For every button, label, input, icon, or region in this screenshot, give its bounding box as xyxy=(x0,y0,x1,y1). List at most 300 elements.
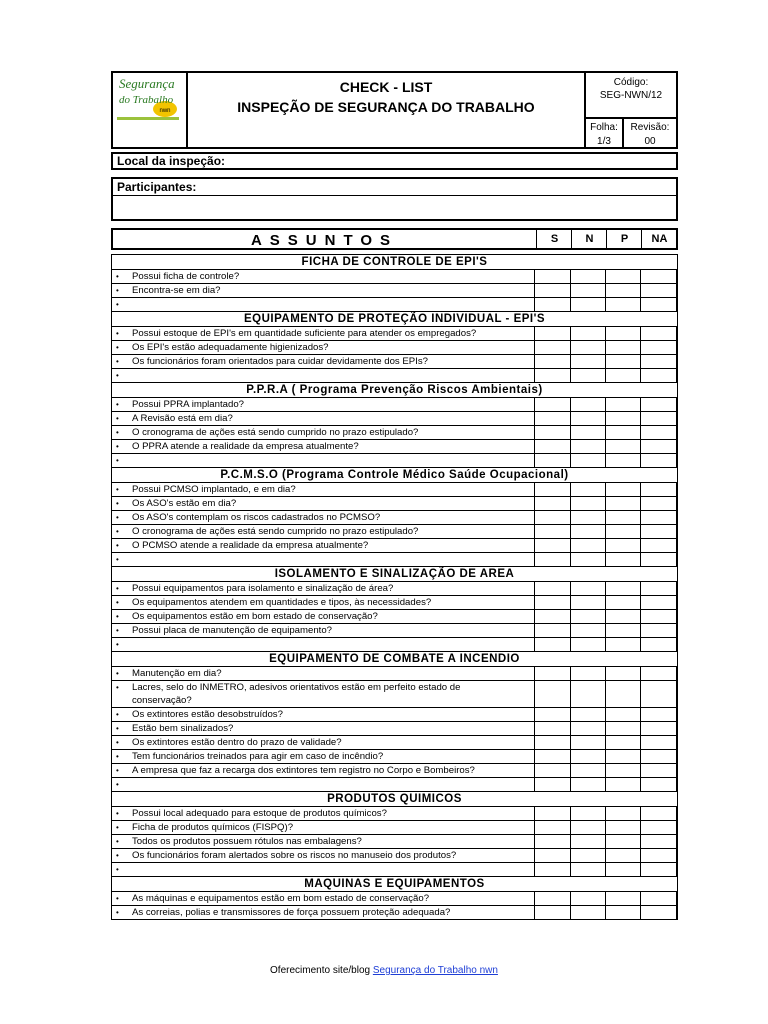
checklist-item-label: Lacres, selo do INMETRO, adesivos orientativos estão em perfeito estado de conservação? xyxy=(132,682,461,706)
bullet-icon: • xyxy=(116,329,119,338)
bullet-icon: • xyxy=(116,766,119,775)
check-cell-p[interactable] xyxy=(605,426,606,439)
checklist-row xyxy=(112,270,677,284)
check-cell-n[interactable] xyxy=(570,539,571,552)
check-cell-na[interactable] xyxy=(640,638,641,651)
bullet-icon: • xyxy=(116,738,119,747)
check-cell-p[interactable] xyxy=(605,341,606,354)
check-cell-p[interactable] xyxy=(605,667,606,680)
checklist-item-label: Estão bem sinalizados? xyxy=(132,723,234,734)
check-cell-n[interactable] xyxy=(570,327,571,340)
check-cell-s[interactable] xyxy=(534,681,535,707)
check-cell-n[interactable] xyxy=(570,750,571,763)
checklist-row xyxy=(112,483,677,497)
check-cell-s[interactable] xyxy=(534,369,535,382)
checklist-item-label: Possui PCMSO implantado, e em dia? xyxy=(132,484,296,495)
check-cell-na[interactable] xyxy=(640,778,641,791)
checklist-item-label: Todos os produtos possuem rótulos nas embalagens? xyxy=(132,836,362,847)
checklist-row xyxy=(112,553,677,567)
check-cell-p[interactable] xyxy=(605,270,606,283)
bullet-icon: • xyxy=(116,357,119,366)
check-cell-p[interactable] xyxy=(605,736,606,749)
row-border xyxy=(676,596,677,609)
check-cell-p[interactable] xyxy=(605,750,606,763)
checklist-item-label: Os funcionários foram alertados sobre os riscos no manuseio dos produtos? xyxy=(132,850,457,861)
row-border xyxy=(676,764,677,777)
check-cell-n[interactable] xyxy=(570,863,571,876)
check-cell-n[interactable] xyxy=(570,708,571,721)
bullet-icon: • xyxy=(116,428,119,437)
checklist-row xyxy=(112,906,677,920)
check-cell-s[interactable] xyxy=(534,863,535,876)
bullet-icon: • xyxy=(116,442,119,451)
checklist-item-label: Ficha de produtos químicos (FISPQ)? xyxy=(132,822,294,833)
checklist-row xyxy=(112,511,677,525)
checklist-row xyxy=(112,454,677,468)
check-cell-n[interactable] xyxy=(570,835,571,848)
bullet-icon: • xyxy=(116,555,119,564)
check-cell-s[interactable] xyxy=(534,284,535,297)
check-cell-p[interactable] xyxy=(605,497,606,510)
row-border xyxy=(676,750,677,763)
check-cell-na[interactable] xyxy=(640,497,641,510)
check-cell-s[interactable] xyxy=(534,807,535,820)
check-cell-s[interactable] xyxy=(534,454,535,467)
check-cell-p[interactable] xyxy=(605,483,606,496)
check-cell-n[interactable] xyxy=(570,270,571,283)
check-cell-s[interactable] xyxy=(534,341,535,354)
revisao-label: Revisão: xyxy=(630,122,670,133)
check-cell-p[interactable] xyxy=(605,355,606,368)
check-cell-s[interactable] xyxy=(534,736,535,749)
check-cell-s[interactable] xyxy=(534,553,535,566)
check-cell-na[interactable] xyxy=(640,355,641,368)
check-cell-n[interactable] xyxy=(570,553,571,566)
check-cell-n[interactable] xyxy=(570,610,571,623)
checklist-row xyxy=(112,750,677,764)
title-inspecao: INSPEÇÃO DE SEGURANÇA DO TRABALHO xyxy=(237,99,535,115)
row-border xyxy=(676,582,677,595)
check-cell-n[interactable] xyxy=(570,355,571,368)
footer-link[interactable]: Segurança do Trabalho nwn xyxy=(372,965,498,976)
check-cell-na[interactable] xyxy=(640,341,641,354)
check-cell-s[interactable] xyxy=(534,596,535,609)
checklist-item-label: Os funcionários foram orientados para cuidar devidamente dos EPIs? xyxy=(132,356,428,367)
bullet-icon: • xyxy=(116,371,119,380)
check-cell-n[interactable] xyxy=(570,454,571,467)
checklist-item-label: A Revisão está em dia? xyxy=(132,413,233,424)
bullet-icon: • xyxy=(116,400,119,409)
bullet-icon: • xyxy=(116,894,119,903)
check-cell-na[interactable] xyxy=(640,454,641,467)
check-cell-na[interactable] xyxy=(640,440,641,453)
checklist-row xyxy=(112,298,677,312)
bullet-icon: • xyxy=(116,485,119,494)
row-border xyxy=(676,835,677,848)
check-cell-n[interactable] xyxy=(570,298,571,311)
checklist-item-label: O cronograma de ações está sendo cumprido no prazo estipulado? xyxy=(132,526,419,537)
row-border xyxy=(676,736,677,749)
check-cell-na[interactable] xyxy=(640,398,641,411)
row-border xyxy=(676,298,677,311)
check-cell-na[interactable] xyxy=(640,327,641,340)
row-border xyxy=(676,539,677,552)
check-cell-n[interactable] xyxy=(570,624,571,637)
row-border xyxy=(676,355,677,368)
row-border xyxy=(676,681,677,707)
bullet-icon: • xyxy=(116,300,119,309)
check-cell-s[interactable] xyxy=(534,440,535,453)
folha-cell xyxy=(586,119,624,149)
check-cell-s[interactable] xyxy=(534,906,535,919)
bullet-icon: • xyxy=(116,513,119,522)
row-border xyxy=(676,807,677,820)
participantes-label: Participantes: xyxy=(117,180,197,194)
checklist-row xyxy=(112,440,677,454)
row-border xyxy=(676,426,677,439)
checklist-row xyxy=(112,835,677,849)
revisao-cell xyxy=(624,119,676,149)
bullet-icon: • xyxy=(116,499,119,508)
row-border xyxy=(676,906,677,919)
check-cell-n[interactable] xyxy=(570,525,571,538)
check-cell-n[interactable] xyxy=(570,906,571,919)
row-border xyxy=(676,778,677,791)
section-title: MAQUINAS E EQUIPAMENTOS xyxy=(112,877,677,892)
checklist-row xyxy=(112,638,677,652)
check-cell-p[interactable] xyxy=(605,298,606,311)
section-title: ISOLAMENTO E SINALIZAÇÃO DE AREA xyxy=(112,567,677,582)
participantes-field[interactable] xyxy=(111,177,678,221)
check-cell-p[interactable] xyxy=(605,511,606,524)
check-cell-s[interactable] xyxy=(534,497,535,510)
checklist-row xyxy=(112,807,677,821)
check-cell-n[interactable] xyxy=(570,736,571,749)
check-cell-p[interactable] xyxy=(605,553,606,566)
row-border xyxy=(676,892,677,905)
check-cell-s[interactable] xyxy=(534,426,535,439)
check-cell-n[interactable] xyxy=(570,849,571,862)
check-cell-na[interactable] xyxy=(640,298,641,311)
check-cell-p[interactable] xyxy=(605,284,606,297)
bullet-icon: • xyxy=(116,598,119,607)
checklist-row xyxy=(112,764,677,778)
checklist-row xyxy=(112,722,677,736)
checklist-item-label: O PPRA atende a realidade da empresa atualmente? xyxy=(132,441,359,452)
row-border xyxy=(676,863,677,876)
check-cell-s[interactable] xyxy=(534,722,535,735)
check-cell-n[interactable] xyxy=(570,764,571,777)
row-border xyxy=(676,525,677,538)
footer-text: Oferecimento site/blog xyxy=(270,965,373,976)
check-cell-n[interactable] xyxy=(570,778,571,791)
check-cell-n[interactable] xyxy=(570,426,571,439)
check-cell-p[interactable] xyxy=(605,596,606,609)
check-cell-s[interactable] xyxy=(534,582,535,595)
checklist-row xyxy=(112,596,677,610)
check-cell-n[interactable] xyxy=(570,596,571,609)
checklist-item-label: Possui local adequado para estoque de produtos químicos? xyxy=(132,808,387,819)
checklist-row xyxy=(112,863,677,877)
revisao-value: 00 xyxy=(644,136,656,147)
section-title: P.C.M.S.O (Programa Controle Médico Saúde Ocupacional) xyxy=(112,468,677,483)
bullet-icon: • xyxy=(116,272,119,281)
check-cell-p[interactable] xyxy=(605,708,606,721)
check-cell-p[interactable] xyxy=(605,624,606,637)
checklist-row xyxy=(112,525,677,539)
row-border xyxy=(676,454,677,467)
checklist-item-label: Os ASO's estão em dia? xyxy=(132,498,237,509)
local-inspecao-label: Local da inspeção: xyxy=(117,154,226,168)
bullet-icon: • xyxy=(116,584,119,593)
bullet-icon: • xyxy=(116,541,119,550)
bullet-icon: • xyxy=(116,724,119,733)
check-cell-na[interactable] xyxy=(640,736,641,749)
check-cell-s[interactable] xyxy=(534,750,535,763)
check-cell-na[interactable] xyxy=(640,426,641,439)
section-title: PRODUTOS QUIMICOS xyxy=(112,792,677,807)
check-cell-na[interactable] xyxy=(640,610,641,623)
logo-text-1: Segurança xyxy=(119,76,175,91)
bullet-icon: • xyxy=(116,286,119,295)
check-cell-p[interactable] xyxy=(605,764,606,777)
bullet-icon: • xyxy=(116,343,119,352)
checklist-item-label: Os ASO's contemplam os riscos cadastrados no PCMSO? xyxy=(132,512,381,523)
check-cell-p[interactable] xyxy=(605,454,606,467)
check-cell-n[interactable] xyxy=(570,582,571,595)
check-cell-na[interactable] xyxy=(640,284,641,297)
check-cell-na[interactable] xyxy=(640,681,641,707)
check-cell-s[interactable] xyxy=(534,708,535,721)
check-cell-n[interactable] xyxy=(570,412,571,425)
section-title: EQUIPAMENTO DE COMBATE A INCENDIO xyxy=(112,652,677,667)
check-cell-p[interactable] xyxy=(605,778,606,791)
check-cell-p[interactable] xyxy=(605,610,606,623)
checklist-item-label: Possui equipamentos para isolamento e sinalização de área? xyxy=(132,583,394,594)
check-cell-na[interactable] xyxy=(640,412,641,425)
checklist-row xyxy=(112,736,677,750)
check-cell-n[interactable] xyxy=(570,369,571,382)
checklist-item-label: Possui placa de manutenção de equipamento? xyxy=(132,625,333,636)
row-border xyxy=(676,667,677,680)
check-cell-na[interactable] xyxy=(640,708,641,721)
check-cell-na[interactable] xyxy=(640,624,641,637)
check-cell-s[interactable] xyxy=(534,355,535,368)
codigo-value: SEG-NWN/12 xyxy=(599,90,663,101)
check-cell-na[interactable] xyxy=(640,764,641,777)
check-cell-n[interactable] xyxy=(570,807,571,820)
check-cell-n[interactable] xyxy=(570,892,571,905)
check-cell-p[interactable] xyxy=(605,835,606,848)
checklist-row xyxy=(112,708,677,722)
check-cell-s[interactable] xyxy=(534,539,535,552)
row-border xyxy=(676,270,677,283)
checklist-row xyxy=(112,624,677,638)
check-cell-na[interactable] xyxy=(640,596,641,609)
bullet-icon: • xyxy=(116,780,119,789)
logo-text-3: nwn xyxy=(159,108,171,114)
check-cell-n[interactable] xyxy=(570,284,571,297)
checklist-item-label: As máquinas e equipamentos estão em bom estado de conservação? xyxy=(132,893,430,904)
checklist-row xyxy=(112,341,677,355)
checklist-item-label: Os EPI's estão adequadamente higienizados? xyxy=(132,342,329,353)
checklist-item-label: As correias, polias e transmissores de força possuem proteção adequada? xyxy=(132,907,451,918)
checklist-row xyxy=(112,610,677,624)
row-border xyxy=(676,497,677,510)
checklist-row xyxy=(112,539,677,553)
check-cell-s[interactable] xyxy=(534,667,535,680)
check-cell-n[interactable] xyxy=(570,511,571,524)
row-border xyxy=(676,708,677,721)
checklist-row xyxy=(112,327,677,341)
check-cell-s[interactable] xyxy=(534,764,535,777)
check-cell-na[interactable] xyxy=(640,525,641,538)
row-border xyxy=(676,398,677,411)
check-cell-n[interactable] xyxy=(570,341,571,354)
check-cell-na[interactable] xyxy=(640,270,641,283)
check-cell-s[interactable] xyxy=(534,638,535,651)
check-cell-n[interactable] xyxy=(570,440,571,453)
checklist-row xyxy=(112,892,677,906)
check-cell-s[interactable] xyxy=(534,849,535,862)
checklist-item-label: Possui estoque de EPI's em quantidade suficiente para atender os empregados? xyxy=(132,328,477,339)
check-cell-p[interactable] xyxy=(605,821,606,834)
row-border xyxy=(676,341,677,354)
check-cell-p[interactable] xyxy=(605,849,606,862)
check-cell-n[interactable] xyxy=(570,821,571,834)
check-cell-na[interactable] xyxy=(640,849,641,862)
check-cell-s[interactable] xyxy=(534,270,535,283)
row-border xyxy=(676,722,677,735)
checklist-row xyxy=(112,369,677,383)
check-cell-s[interactable] xyxy=(534,821,535,834)
check-cell-n[interactable] xyxy=(570,497,571,510)
check-cell-p[interactable] xyxy=(605,863,606,876)
check-cell-p[interactable] xyxy=(605,369,606,382)
check-cell-p[interactable] xyxy=(605,539,606,552)
section-title: P.P.R.A ( Programa Prevenção Riscos Ambientais) xyxy=(112,383,677,398)
checklist-item-label: Possui PPRA implantado? xyxy=(132,399,244,410)
section-title: FICHA DE CONTROLE DE EPI'S xyxy=(112,255,677,270)
checklist-row xyxy=(112,284,677,298)
checklist-item-label: Possui ficha de controle? xyxy=(132,271,240,282)
check-cell-s[interactable] xyxy=(534,892,535,905)
checklist-item-label: A empresa que faz a recarga dos extintores tem registro no Corpo e Bombeiros? xyxy=(132,765,475,776)
bullet-icon: • xyxy=(116,908,119,917)
check-cell-p[interactable] xyxy=(605,525,606,538)
local-inspecao-field[interactable] xyxy=(111,152,678,170)
check-cell-n[interactable] xyxy=(570,398,571,411)
title-check-list: CHECK - LIST xyxy=(339,79,433,95)
check-cell-s[interactable] xyxy=(534,610,535,623)
check-cell-na[interactable] xyxy=(640,722,641,735)
check-cell-s[interactable] xyxy=(534,835,535,848)
check-cell-na[interactable] xyxy=(640,553,641,566)
row-border xyxy=(676,511,677,524)
check-cell-s[interactable] xyxy=(534,525,535,538)
check-cell-n[interactable] xyxy=(570,483,571,496)
bullet-icon: • xyxy=(116,752,119,761)
check-cell-na[interactable] xyxy=(640,511,641,524)
check-cell-p[interactable] xyxy=(605,681,606,707)
col-p-header: P xyxy=(606,230,642,248)
check-cell-s[interactable] xyxy=(534,298,535,311)
check-cell-n[interactable] xyxy=(570,638,571,651)
check-cell-na[interactable] xyxy=(640,582,641,595)
checklist-table xyxy=(111,254,678,920)
check-cell-p[interactable] xyxy=(605,582,606,595)
check-cell-p[interactable] xyxy=(605,722,606,735)
checklist-row xyxy=(112,398,677,412)
checklist-row xyxy=(112,582,677,596)
bullet-icon: • xyxy=(116,626,119,635)
check-cell-na[interactable] xyxy=(640,807,641,820)
check-cell-s[interactable] xyxy=(534,398,535,411)
check-cell-na[interactable] xyxy=(640,483,641,496)
table-header xyxy=(111,228,678,250)
check-cell-s[interactable] xyxy=(534,483,535,496)
check-cell-n[interactable] xyxy=(570,722,571,735)
check-cell-na[interactable] xyxy=(640,539,641,552)
check-cell-na[interactable] xyxy=(640,750,641,763)
check-cell-na[interactable] xyxy=(640,906,641,919)
check-cell-na[interactable] xyxy=(640,821,641,834)
checklist-item-label: Os equipamentos estão em bom estado de conservação? xyxy=(132,611,378,622)
row-border xyxy=(676,284,677,297)
check-cell-n[interactable] xyxy=(570,681,571,707)
bullet-icon: • xyxy=(116,456,119,465)
check-cell-s[interactable] xyxy=(534,327,535,340)
col-s-header: S xyxy=(536,230,572,248)
check-cell-na[interactable] xyxy=(640,863,641,876)
check-cell-p[interactable] xyxy=(605,892,606,905)
check-cell-p[interactable] xyxy=(605,398,606,411)
check-cell-s[interactable] xyxy=(534,412,535,425)
checklist-item-label: O cronograma de ações está sendo cumprido no prazo estipulado? xyxy=(132,427,419,438)
row-border xyxy=(676,440,677,453)
check-cell-na[interactable] xyxy=(640,835,641,848)
codigo-label: Código: xyxy=(613,77,649,88)
check-cell-p[interactable] xyxy=(605,906,606,919)
check-cell-p[interactable] xyxy=(605,440,606,453)
check-cell-s[interactable] xyxy=(534,778,535,791)
assuntos-header: ASSUNTOS xyxy=(250,232,399,249)
check-cell-na[interactable] xyxy=(640,667,641,680)
check-cell-na[interactable] xyxy=(640,369,641,382)
checklist-row xyxy=(112,778,677,792)
check-cell-p[interactable] xyxy=(605,327,606,340)
check-cell-s[interactable] xyxy=(534,624,535,637)
row-border xyxy=(676,553,677,566)
bullet-icon: • xyxy=(116,710,119,719)
checklist-item-label: Os equipamentos atendem em quantidades e tipos, às necessidades? xyxy=(132,597,432,608)
check-cell-p[interactable] xyxy=(605,807,606,820)
row-border xyxy=(676,624,677,637)
footer xyxy=(0,965,768,976)
check-cell-na[interactable] xyxy=(640,892,641,905)
check-cell-p[interactable] xyxy=(605,412,606,425)
check-cell-s[interactable] xyxy=(534,511,535,524)
col-n-header: N xyxy=(571,230,607,248)
check-cell-n[interactable] xyxy=(570,667,571,680)
check-cell-p[interactable] xyxy=(605,638,606,651)
checklist-row xyxy=(112,355,677,369)
bullet-icon: • xyxy=(116,837,119,846)
folha-label: Folha: xyxy=(590,122,618,133)
bullet-icon: • xyxy=(116,414,119,423)
bullet-icon: • xyxy=(116,823,119,832)
checklist-row xyxy=(112,497,677,511)
